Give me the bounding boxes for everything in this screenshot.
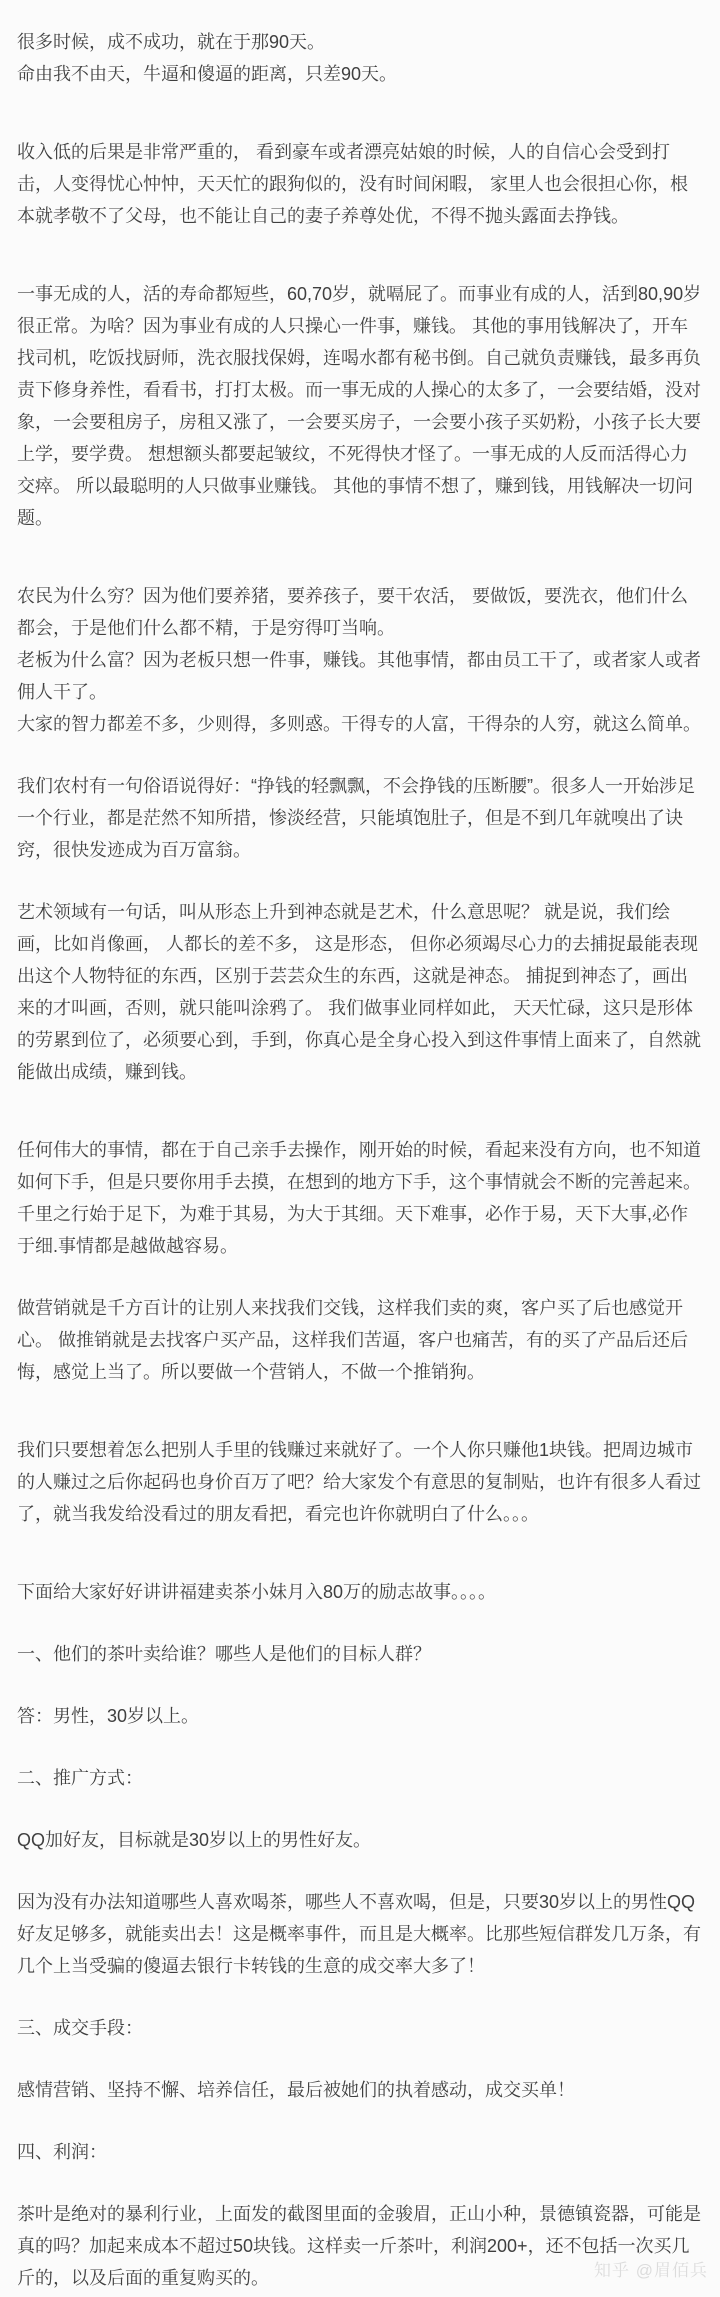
paragraph-farmer-poor: 农民为什么穷？因为他们要养猪，要养孩子，要干农活， 要做饭，要洗衣，他们什么都会，于是他们什么都不精，于是穷得叮当响。 (17, 586, 688, 638)
zhihu-watermark: 知乎 @眉佰兵 (594, 2261, 708, 2280)
paragraph-village-saying: 我们农村有一句俗语说得好：“挣钱的轻飘飘，不会挣钱的压断腰”。很多人一开始涉足一个行业，都是茫然不知所措，惨淡经营，只能填饱肚子，但是不到几年就嗅出了诀窍，很快发迹成为百万富翁。 (17, 776, 695, 860)
paragraph-marketing-vs-sales: 做营销就是千方百计的让别人来找我们交钱，这样我们卖的爽，客户买了后也感觉开心。 做推销就是去找客户买产品，这样我们苦逼，客户也痛苦，有的买了产品后还后悔，感觉上当了。所以要做一个营销人，不做一个推销狗。 (17, 1298, 688, 1382)
paragraph-90-days-line2: 命由我不由天，牛逼和傻逼的距离，只差90天。 (17, 64, 398, 84)
paragraph-q1-target: 一、他们的茶叶卖给谁？哪些人是他们的目标人群？ (17, 1644, 431, 1664)
paragraph-probability: 因为没有办法知道哪些人喜欢喝茶，哪些人不喜欢喝，但是，只要30岁以上的男性QQ好友足够多，就能卖出去！这是概率事件，而且是大概率。比那些短信群发几万条，有几个上当受骗的傻逼去银行卡转钱的生意的成交率大多了！ (17, 1892, 701, 1976)
paragraph-q1-answer: 答：男性，30岁以上。 (17, 1706, 200, 1726)
paragraph-earn-one-yuan: 我们只要想着怎么把别人手里的钱赚过来就好了。一个人你只赚他1块钱。把周边城市的人赚过之后你起码也身价百万了吧？给大家发个有意思的复制贴，也许有很多人看过了，就当我发给没看过的朋友看把，看完也许你就明白了什么。。。 (17, 1440, 701, 1524)
paragraph-art-spirit: 艺术领域有一句话，叫从形态上升到神态就是艺术，什么意思呢？ 就是说，我们绘画，比如肖像画， 人都长的差不多， 这是形态， 但你必须竭尽心力的去捕捉最能表现出这个人物特征的东西，区别于芸芸众生的东西，这就是神态。 捕捉到神态了，画出来的才叫画，否则，就只能叫涂鸦了。 我们做事业同样如此， 天天忙碌，这只是形体的劳累到位了，必须要心到，手到，你真心是全身心投入到这件事情上面来了，自然就能做出成绩，赚到钱。 (17, 902, 701, 1082)
paragraph-q3-deal-method: 三、成交手段： (17, 2018, 143, 2038)
paragraph-q2-promotion: 二、推广方式： (17, 1768, 143, 1788)
paragraph-90-days-line1: 很多时候，成不成功，就在于那90天。 (17, 32, 326, 52)
paragraph-emotion-marketing: 感情营销、坚持不懈、培养信任，最后被她们的执着感动，成交买单！ (17, 2080, 575, 2100)
paragraph-tea-profit: 茶叶是绝对的暴利行业，上面发的截图里面的金骏眉，正山小种，景德镇瓷器，可能是真的吗？加起来成本不超过50块钱。这样卖一斤茶叶，利润200+，还不包括一次买几斤的，以及后面的重复购买的。 (17, 2204, 701, 2288)
paragraph-low-income: 收入低的后果是非常严重的， 看到豪车或者漂亮姑娘的时候，人的自信心会受到打击，人变得忧心忡忡，天天忙的跟狗似的，没有时间闲暇， 家里人也会很担心你，根本就孝敬不了父母，也不能让自己的妻子养尊处优，不得不抛头露面去挣钱。 (17, 142, 688, 226)
paragraph-tea-story-intro: 下面给大家好好讲讲福建卖茶小妹月入80万的励志故事。。。。 (17, 1582, 497, 1602)
paragraph-qq-friends: QQ加好友，目标就是30岁以上的男性好友。 (17, 1830, 372, 1850)
paragraph-q4-profit: 四、利润： (17, 2142, 107, 2162)
paragraph-intelligence: 大家的智力都差不多，少则得，多则惑。干得专的人富，干得杂的人穷，就这么简单。 (17, 714, 701, 734)
paragraph-boss-rich: 老板为什么富？因为老板只想一件事，赚钱。其他事情，都由员工干了，或者家人或者佣人干了。 (17, 650, 701, 702)
paragraph-great-things: 任何伟大的事情，都在于自己亲手去操作，刚开始的时候，看起来没有方向，也不知道如何下手，但是只要你用手去摸，在想到的地方下手，这个事情就会不断的完善起来。千里之行始于足下，为难于其易，为大于其细。天下难事，必作于易，天下大事,必作于细.事情都是越做越容易。 (17, 1140, 701, 1256)
paragraph-lifespan: 一事无成的人，活的寿命都短些，60,70岁，就嗝屁了。而事业有成的人，活到80,90岁很正常。为啥？因为事业有成的人只操心一件事，赚钱。 其他的事用钱解决了，开车找司机，吃饭找厨师，洗衣服找保姆，连喝水都有秘书倒。自己就负责赚钱，最多再负责下修身养性，看看书，打打太极。而一事无成的人操心的太多了，一会要结婚，没对象，一会要租房子，房租又涨了，一会要买房子，一会要小孩子买奶粉，小孩子长大要上学，要学费。 想想额头都要起皱纹，不死得快才怪了。一事无成的人反而活得心力交瘁。 所以最聪明的人只做事业赚钱。 其他的事情不想了，赚到钱，用钱解决一切问题。 (17, 284, 702, 528)
